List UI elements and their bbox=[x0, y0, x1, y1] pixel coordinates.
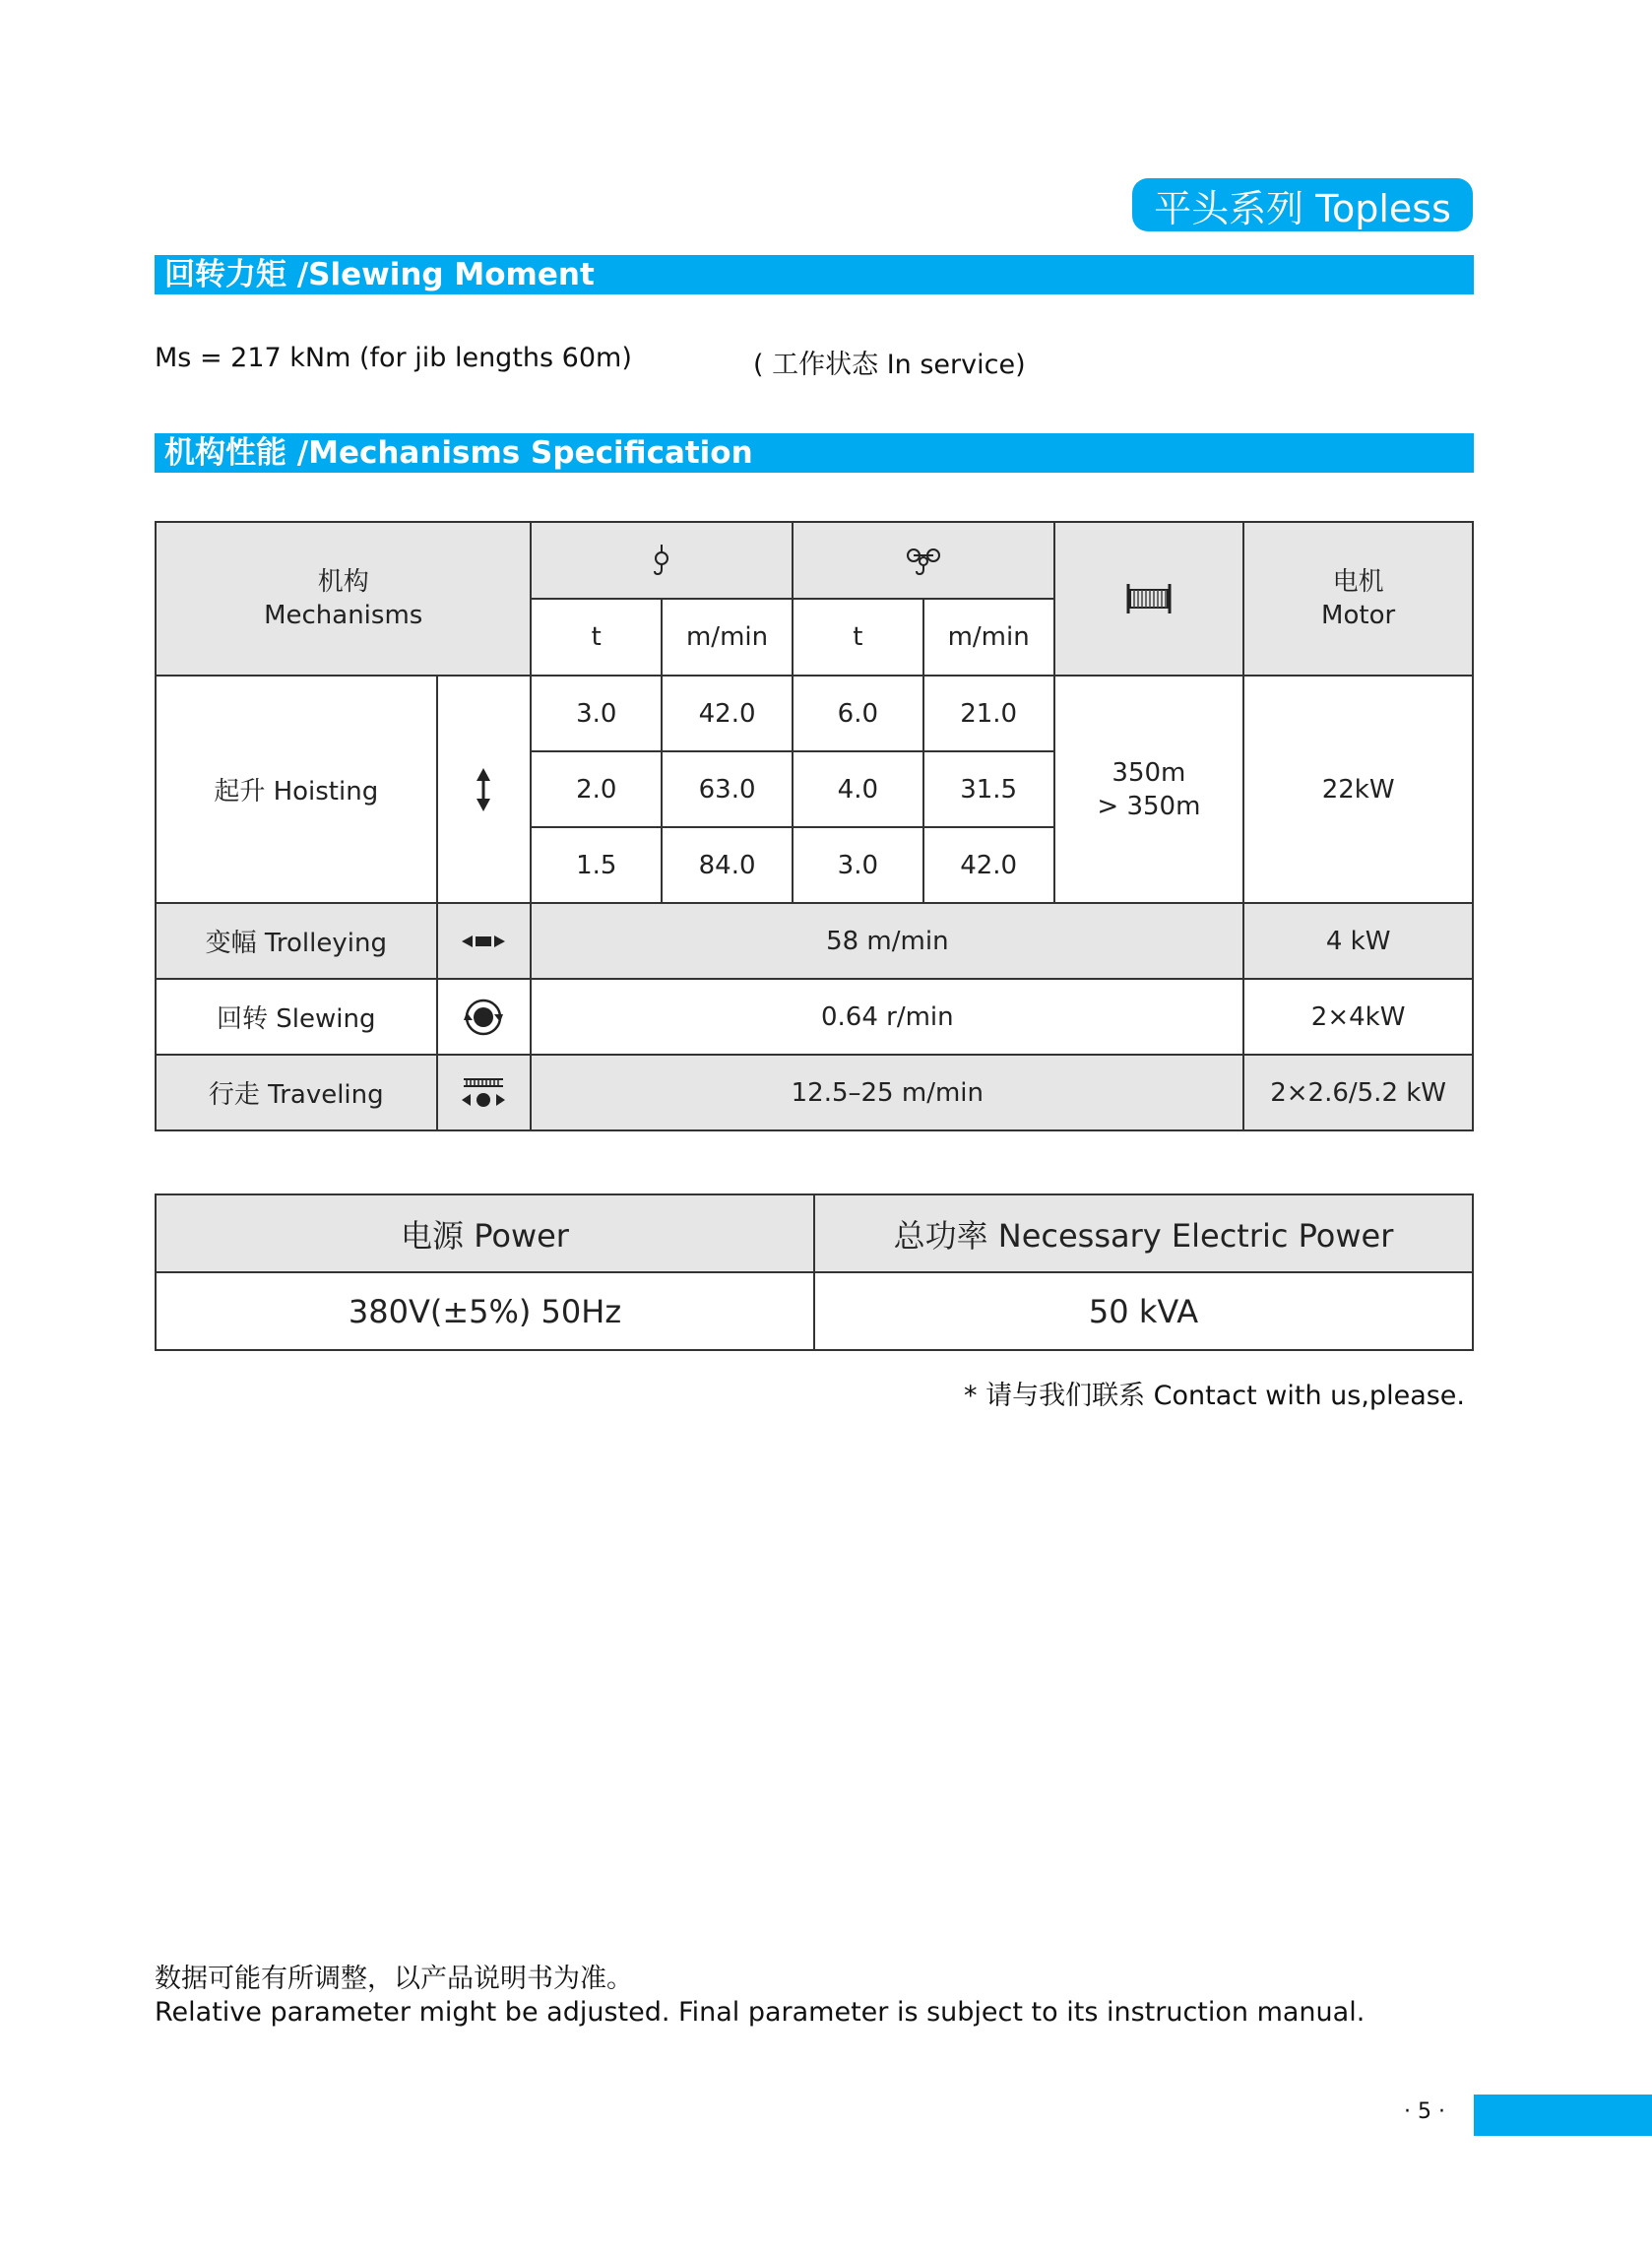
motor-header-cell bbox=[1243, 522, 1473, 676]
rope-drum-header bbox=[1054, 522, 1244, 676]
rope-drum-icon bbox=[1125, 582, 1173, 615]
hook-single-icon bbox=[650, 544, 673, 577]
trolleying-motor: 4 kW bbox=[1243, 903, 1473, 979]
power-header: 电源 Power bbox=[156, 1194, 814, 1272]
unit-speed-double: m/min bbox=[923, 599, 1054, 676]
hook-double-header bbox=[793, 522, 1054, 599]
traveling-motor: 2×2.6/5.2 kW bbox=[1243, 1055, 1473, 1130]
hook-single-header bbox=[531, 522, 793, 599]
hoisting-cell: 31.5 bbox=[923, 751, 1054, 827]
page-number: · 5 · bbox=[1404, 2099, 1445, 2124]
hoisting-cell: 42.0 bbox=[923, 827, 1054, 903]
electric-power-header: 总功率 Necessary Electric Power bbox=[814, 1194, 1473, 1272]
hoisting-motor: 22kW bbox=[1243, 676, 1473, 903]
slewing-moment-value: Ms = 217 kNm (for jib lengths 60m) bbox=[155, 343, 632, 373]
hoisting-cell: 63.0 bbox=[662, 751, 793, 827]
traveling-icon-cell bbox=[437, 1055, 532, 1130]
hoisting-cell: 1.5 bbox=[531, 827, 662, 903]
unit-t-single: t bbox=[531, 599, 662, 676]
mechanisms-table bbox=[155, 521, 1474, 1131]
contact-note: * 请与我们联系 Contact with us,please. bbox=[964, 1381, 1465, 1411]
slewing-icon-cell bbox=[437, 979, 532, 1055]
footnote-en: Relative parameter might be adjusted. Final parameter is subject to its instruction manual. bbox=[155, 1997, 1366, 2028]
hoisting-cell: 84.0 bbox=[662, 827, 793, 903]
trolleying-icon-cell bbox=[437, 903, 532, 979]
section-title-slewing-moment: 回转力矩 /Slewing Moment bbox=[155, 255, 1474, 294]
footnote bbox=[155, 1963, 1365, 2030]
rope-length-line1: 350m bbox=[1112, 757, 1186, 788]
power-table bbox=[155, 1193, 1474, 1351]
motor-header-en: Motor bbox=[1321, 601, 1396, 630]
hoisting-cell: 4.0 bbox=[793, 751, 923, 827]
slewing-moment-state: ( 工作状态 In service) bbox=[753, 350, 1026, 380]
mechanisms-header-cn: 机构 bbox=[317, 567, 369, 597]
slewing-label: 回转 Slewing bbox=[156, 979, 437, 1055]
hoisting-cell: 6.0 bbox=[793, 676, 923, 751]
mechanisms-header-en: Mechanisms bbox=[264, 601, 423, 630]
travel-rail-icon bbox=[461, 1076, 506, 1110]
trolleying-speed: 58 m/min bbox=[531, 903, 1243, 979]
trolleying-label: 变幅 Trolleying bbox=[156, 903, 437, 979]
section-title-mechanisms: 机构性能 /Mechanisms Specification bbox=[155, 433, 1474, 473]
hoisting-icon-cell bbox=[437, 676, 532, 903]
hoist-updown-icon bbox=[476, 767, 491, 812]
hoisting-cell: 3.0 bbox=[793, 827, 923, 903]
slewing-circle-icon bbox=[463, 997, 504, 1038]
footnote-cn: 数据可能有所调整，以产品说明书为准。 bbox=[155, 1964, 633, 1994]
series-badge: 平头系列 Topless bbox=[1132, 178, 1473, 231]
rope-length-cell bbox=[1054, 676, 1244, 903]
slewing-speed: 0.64 r/min bbox=[531, 979, 1243, 1055]
hoisting-cell: 2.0 bbox=[531, 751, 662, 827]
trolley-arrows-icon bbox=[461, 935, 506, 948]
hoisting-cell: 3.0 bbox=[531, 676, 662, 751]
mechanisms-header-cell bbox=[156, 522, 531, 676]
hoisting-cell: 21.0 bbox=[923, 676, 1054, 751]
rope-length-line2: > 350m bbox=[1097, 791, 1201, 821]
traveling-label: 行走 Traveling bbox=[156, 1055, 437, 1130]
hook-double-icon bbox=[904, 544, 943, 577]
motor-header-cn: 电机 bbox=[1332, 567, 1384, 597]
unit-speed-single: m/min bbox=[662, 599, 793, 676]
page-accent-bar bbox=[1474, 2095, 1652, 2136]
traveling-speed: 12.5–25 m/min bbox=[531, 1055, 1243, 1130]
power-value: 380V(±5%) 50Hz bbox=[156, 1272, 814, 1350]
hoisting-label: 起升 Hoisting bbox=[156, 676, 437, 903]
slewing-motor: 2×4kW bbox=[1243, 979, 1473, 1055]
unit-t-double: t bbox=[793, 599, 923, 676]
hoisting-cell: 42.0 bbox=[662, 676, 793, 751]
electric-power-value: 50 kVA bbox=[814, 1272, 1473, 1350]
